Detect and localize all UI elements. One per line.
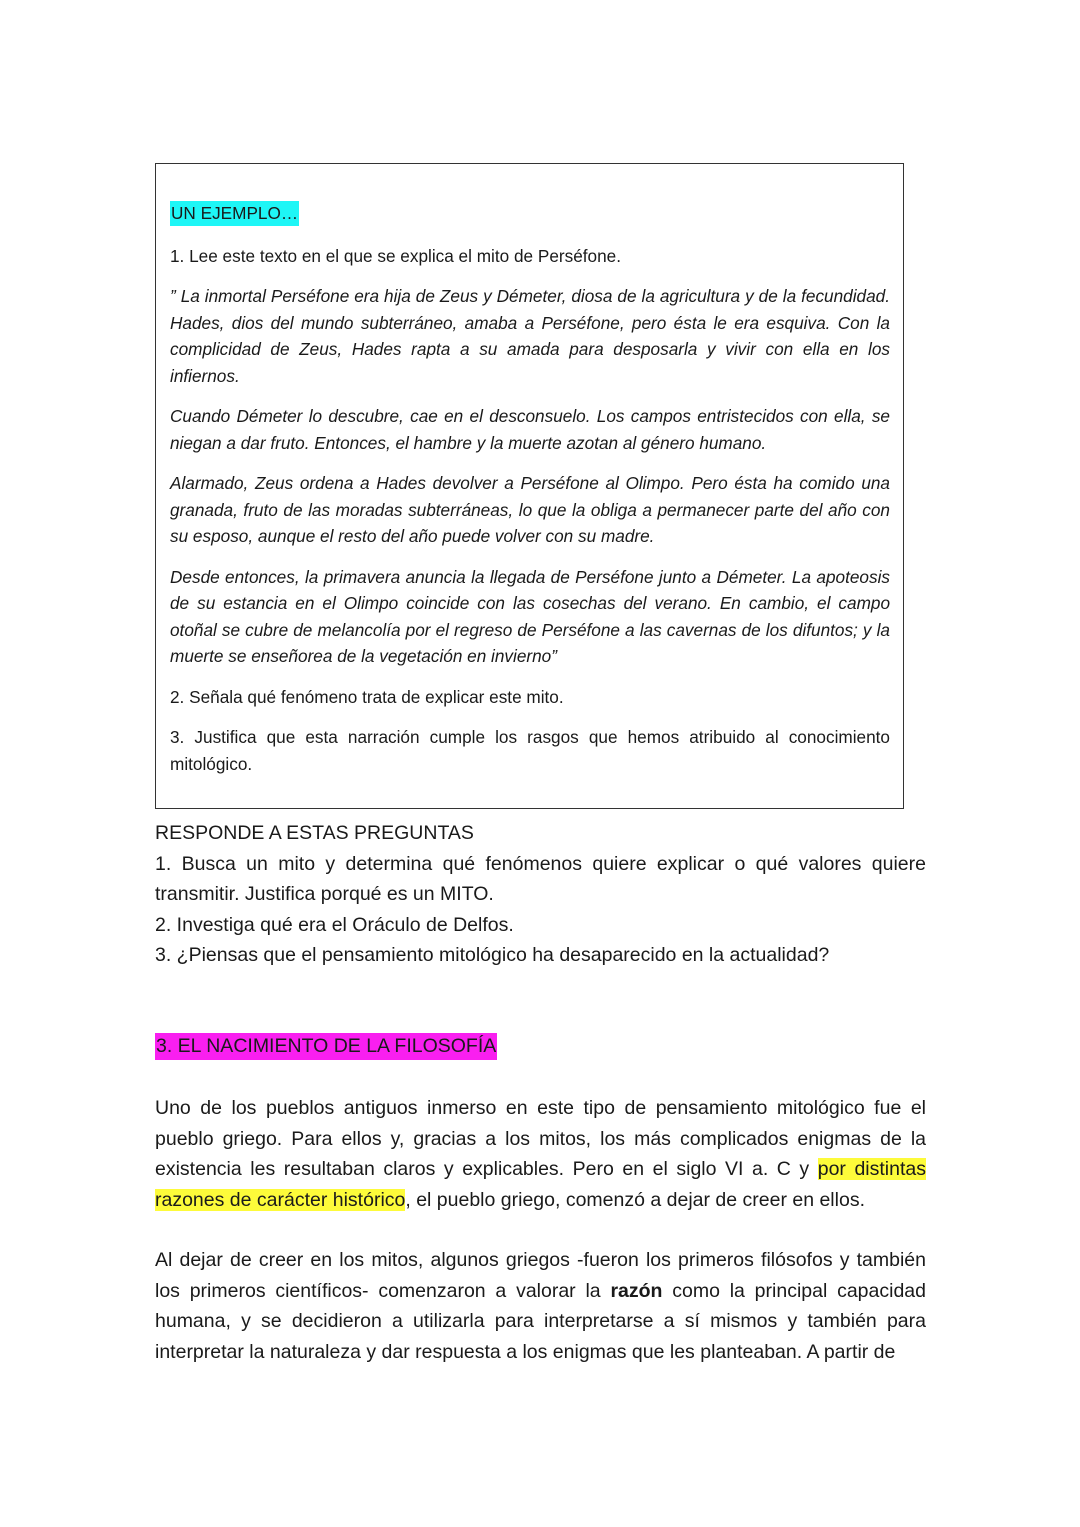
example-question-3: 3. Justifica que esta narración cumple los rasgos que hemos atribuido al conocimiento mitológico.	[170, 727, 890, 774]
myth-paragraph: ” La inmortal Perséfone era hija de Zeus y Démeter, diosa de la agricultura y de la fecundidad. Hades, dios del mundo subterráneo, amaba a Perséfone, pero ésta le era esquiva. Con la complicidad de Zeus, Hades rapta a su amada para desposarla y vivir con ella en los infiernos.	[170, 286, 890, 386]
questions-block	[155, 818, 926, 971]
paragraph-1-text	[155, 1093, 926, 1215]
paragraph-2-text	[155, 1245, 926, 1367]
example-title	[170, 200, 890, 227]
section-title	[155, 1032, 497, 1060]
paragraph-2-bold-word: razón	[610, 1279, 663, 1302]
question-item: 1. Busca un mito y determina qué fenómenos quiere explicar o qué valores quiere transmitir. Justifica porqué es un MITO.	[155, 852, 926, 905]
paragraph-1-end: , el pueblo griego, comenzó a dejar de creer en ellos.	[405, 1188, 865, 1211]
myth-paragraph: Alarmado, Zeus ordena a Hades devolver a Perséfone al Olimpo. Pero ésta ha comido una granada, fruto de las moradas subterráneas, lo que la obliga a permanecer parte del año con su esposo, aunque el resto del año puede volver con su madre.	[170, 473, 890, 546]
example-question-2: 2. Señala qué fenómeno trata de explicar este mito.	[170, 686, 564, 707]
question-item: 2. Investiga qué era el Oráculo de Delfos.	[155, 913, 514, 936]
paragraph-1-start: Uno de los pueblos antiguos inmerso en este tipo de pensamiento mitológico fue el pueblo griego. Para ellos y, gracias a los mitos, los más complicados enigmas de la existencia les resultaban claros y explicables. Pero en el siglo VI a. C y	[155, 1097, 926, 1180]
paragraph-2-start: Al dejar de creer en los mitos, algunos griegos -fueron los primeros filósofos y también los primeros científicos- comenzaron a valorar la	[155, 1249, 926, 1302]
example-box-content	[170, 200, 890, 791]
myth-paragraph: Cuando Démeter lo descubre, cae en el desconsuelo. Los campos entristecidos con ella, se niegan a dar fruto. Entonces, el hambre y la muerte azotan al género humano.	[170, 406, 890, 453]
paragraph-1-highlight: por distintas razones de carácter histórico	[155, 1158, 927, 1211]
example-question-1: 1. Lee este texto en el que se explica el mito de Perséfone.	[170, 245, 621, 266]
paragraph-1	[155, 1093, 926, 1215]
section-title-highlight: 3. EL NACIMIENTO DE LA FILOSOFÍA	[155, 1033, 497, 1060]
example-box	[155, 163, 904, 809]
question-item: 3. ¿Piensas que el pensamiento mitológico ha desaparecido en la actualidad?	[155, 944, 830, 966]
paragraph-2	[155, 1245, 926, 1367]
example-title-highlight: UN EJEMPLO…	[170, 201, 299, 226]
paragraph-2-end: como la principal capacidad humana, y se decidieron a utilizarla para interpretarse a sí mismos y también para interpretar la naturaleza y dar respuesta a los enigmas que les planteaban. A partir de	[155, 1279, 926, 1363]
questions-heading: RESPONDE A ESTAS PREGUNTAS	[155, 822, 474, 844]
myth-paragraph: Desde entonces, la primavera anuncia la llegada de Perséfone junto a Démeter. La apoteosis de su estancia en el Olimpo coincide con las cosechas del verano. En cambio, el campo otoñal se cubre de melancolía por el regreso de Perséfone a las cavernas de los difuntos; y la muerte se enseñorea de la vegetación en invierno”	[170, 566, 890, 666]
